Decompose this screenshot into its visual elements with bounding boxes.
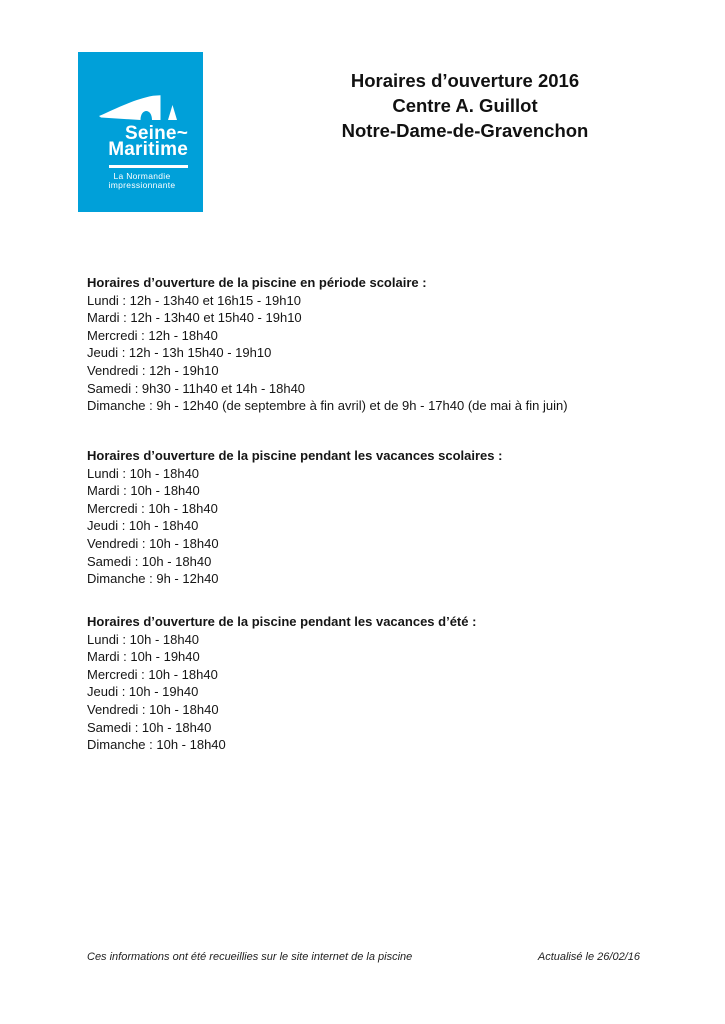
day-line: Dimanche : 9h - 12h40 <box>87 571 219 587</box>
day-line: Jeudi : 10h - 19h40 <box>87 684 199 700</box>
tagline-line-2: impressionnante <box>108 180 176 190</box>
day-line: Mercredi : 10h - 18h40 <box>87 666 218 682</box>
brand-name <box>78 123 188 160</box>
day-line: Mercredi : 10h - 18h40 <box>87 500 218 516</box>
day-line: Vendredi : 10h - 18h40 <box>87 701 219 717</box>
section-heading: Horaires d’ouverture de la piscine pendant les vacances scolaires : <box>87 448 503 463</box>
brand-line-1: Seine~ <box>125 123 188 144</box>
day-line: Samedi : 10h - 18h40 <box>87 719 212 735</box>
title-line-3: Notre-Dame-de-Gravenchon <box>341 120 589 141</box>
page-footer <box>87 950 640 964</box>
day-line: Mardi : 12h - 13h40 et 15h40 - 19h10 <box>87 310 302 326</box>
day-line: Lundi : 12h - 13h40 et 16h15 - 19h10 <box>87 292 301 308</box>
section-vacances-ete <box>87 613 647 754</box>
day-line: Lundi : 10h - 18h40 <box>87 465 200 481</box>
section-periode-scolaire <box>87 274 647 415</box>
day-line: Jeudi : 10h - 18h40 <box>87 518 199 534</box>
section-heading: Horaires d’ouverture de la piscine pendant les vacances d’été : <box>87 614 477 629</box>
logo-divider <box>109 165 188 168</box>
day-line: Dimanche : 10h - 18h40 <box>87 737 226 753</box>
tagline-line-1: La Normandie <box>113 171 171 181</box>
page-title <box>205 68 725 143</box>
brand-line-2: Maritime <box>108 139 188 160</box>
day-line: Dimanche : 9h - 12h40 (de septembre à fin avril) et de 9h - 17h40 (de mai à fin juin) <box>87 398 568 414</box>
day-line: Vendredi : 10h - 18h40 <box>87 535 219 551</box>
day-line: Samedi : 10h - 18h40 <box>87 553 212 569</box>
bridge-icon <box>99 95 179 121</box>
day-line: Lundi : 10h - 18h40 <box>87 631 200 647</box>
seine-maritime-logo <box>78 52 203 212</box>
day-line: Samedi : 9h30 - 11h40 et 14h - 18h40 <box>87 380 306 396</box>
title-line-2: Centre A. Guillot <box>392 95 538 116</box>
day-line: Vendredi : 12h - 19h10 <box>87 362 219 378</box>
section-heading: Horaires d’ouverture de la piscine en période scolaire : <box>87 275 427 290</box>
footer-source-note: Ces informations ont été recueillies sur le site internet de la piscine <box>87 951 413 963</box>
section-vacances-scolaires <box>87 447 647 588</box>
logo-tagline <box>86 172 198 190</box>
title-line-1: Horaires d’ouverture 2016 <box>350 70 580 91</box>
footer-updated-date: Actualisé le 26/02/16 <box>537 951 640 963</box>
day-line: Mercredi : 12h - 18h40 <box>87 327 218 343</box>
day-line: Mardi : 10h - 19h40 <box>87 649 200 665</box>
day-line: Mardi : 10h - 18h40 <box>87 483 200 499</box>
day-line: Jeudi : 12h - 13h 15h40 - 19h10 <box>87 345 272 361</box>
